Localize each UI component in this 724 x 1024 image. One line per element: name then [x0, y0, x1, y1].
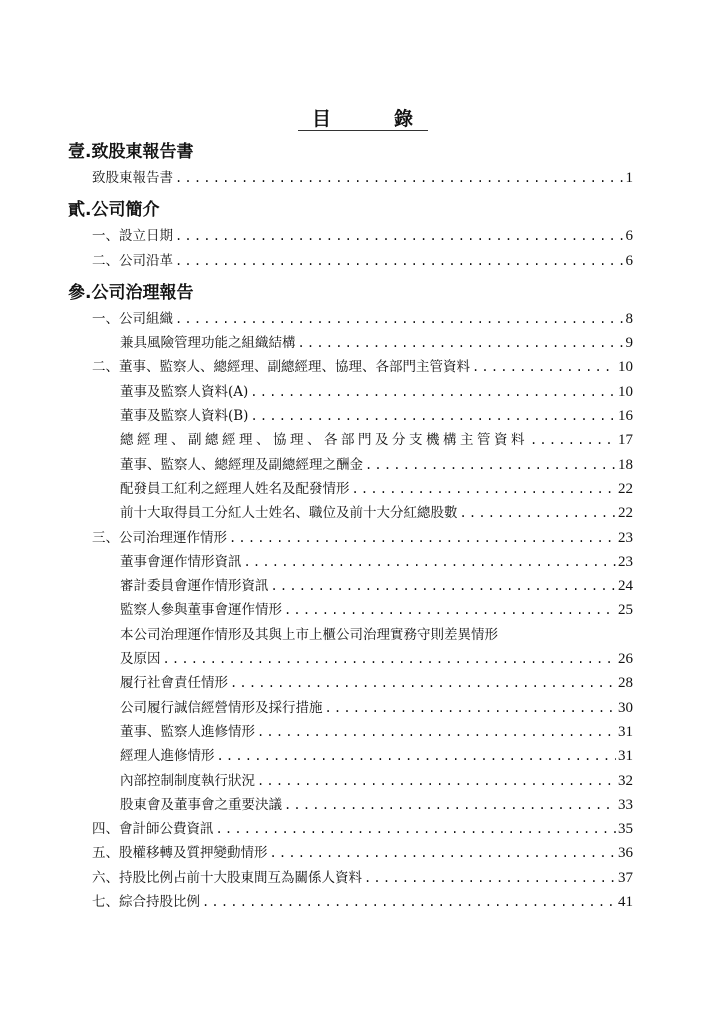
- toc-entry-label: 總經理、副總經理、協理、各部門及分支機構主管資料: [120, 432, 528, 449]
- dot-leader: [472, 355, 616, 379]
- toc-entry-label: 履行社會責任情形: [120, 675, 228, 692]
- toc-entry-label: 七、綜合持股比例: [92, 894, 200, 911]
- toc-page-number: 18: [618, 456, 633, 473]
- toc-entry-label: 內部控制制度執行狀況: [120, 772, 255, 789]
- toc-entry-label: 一、設立日期: [92, 228, 173, 245]
- toc-entry[interactable]: [68, 166, 633, 190]
- dot-leader: [175, 307, 624, 331]
- toc-entry[interactable]: [68, 404, 633, 428]
- dot-leader: [257, 720, 616, 744]
- dot-leader: [284, 793, 616, 817]
- dot-leader: [202, 890, 616, 914]
- toc-page-number: 23: [618, 553, 633, 570]
- toc-entry-label: 五、股權移轉及質押變動情形: [92, 845, 268, 862]
- dot-leader: [244, 550, 617, 574]
- toc-page-number: 16: [618, 408, 633, 425]
- toc-entry[interactable]: [68, 793, 633, 817]
- toc-entry-label: 董事及監察人資料(A): [120, 383, 249, 400]
- toc-entry[interactable]: [68, 574, 633, 598]
- dot-leader: [257, 769, 616, 793]
- toc-entry[interactable]: [68, 671, 633, 695]
- toc-entry-label: 致股東報告書: [92, 170, 173, 186]
- toc-entry[interactable]: [68, 890, 633, 914]
- toc-entry[interactable]: [68, 720, 633, 744]
- toc-entry[interactable]: [68, 841, 633, 865]
- table-of-contents: [68, 138, 633, 914]
- toc-entry-label: 前十大取得員工分紅人士姓名、職位及前十大分紅總股數: [120, 505, 458, 522]
- dot-leader: [216, 817, 617, 841]
- section-heading[interactable]: 壹.致股東報告書: [68, 142, 194, 162]
- dot-leader: [325, 696, 617, 720]
- toc-entry-label: 董事、監察人進修情形: [120, 723, 255, 740]
- dot-leader: [217, 744, 617, 768]
- toc-page-number: 22: [618, 505, 633, 522]
- toc-page-number: 30: [618, 699, 633, 716]
- toc-entry[interactable]: [68, 598, 633, 622]
- toc-entry[interactable]: [68, 526, 633, 550]
- toc-page-number: 32: [618, 772, 633, 789]
- dot-leader: [175, 224, 624, 248]
- dot-leader: [163, 647, 617, 671]
- toc-entry[interactable]: [68, 249, 633, 273]
- toc-page-number: 37: [618, 869, 633, 886]
- dot-leader: [250, 380, 616, 404]
- toc-page-number: 36: [618, 845, 633, 862]
- page-title: [298, 104, 428, 131]
- toc-page-number: 10: [618, 359, 633, 376]
- toc-entry-label: 董事及監察人資料(B): [120, 408, 249, 425]
- title-char-right: 錄: [394, 108, 414, 130]
- dot-leader: [229, 526, 616, 550]
- toc-entry[interactable]: [68, 623, 633, 647]
- toc-page-number: 22: [618, 480, 633, 497]
- dot-leader: [460, 501, 617, 525]
- toc-page-number: 31: [618, 723, 633, 740]
- toc-page-number: 33: [618, 796, 633, 813]
- dot-leader: [175, 249, 624, 273]
- dot-leader: [298, 331, 624, 355]
- toc-page-number: 28: [618, 675, 633, 692]
- toc-page-number: 17: [618, 432, 633, 449]
- toc-entry[interactable]: [68, 453, 633, 477]
- toc-page-number: 26: [618, 651, 633, 668]
- toc-entry-label: 及原因: [120, 651, 161, 668]
- toc-entry[interactable]: [68, 550, 633, 574]
- toc-entry-label: 審計委員會運作情形資訊: [120, 578, 269, 595]
- toc-page-number: 9: [625, 335, 633, 352]
- toc-page-number: 35: [618, 821, 633, 838]
- toc-entry[interactable]: [68, 477, 633, 501]
- dot-leader: [530, 428, 616, 452]
- toc-entry-label: 經理人進修情形: [120, 748, 215, 765]
- section-heading[interactable]: 貳.公司簡介: [68, 200, 160, 221]
- toc-entry[interactable]: [68, 355, 633, 379]
- toc-page-number: 24: [618, 578, 633, 595]
- toc-entry[interactable]: [68, 647, 633, 671]
- toc-entry-label: 董事會運作情形資訊: [120, 553, 242, 570]
- dot-leader: [364, 866, 616, 890]
- toc-entry[interactable]: [68, 769, 633, 793]
- toc-entry-label: 六、持股比例占前十大股東間互為關係人資料: [92, 869, 362, 886]
- dot-leader: [271, 574, 617, 598]
- toc-page-number: 10: [618, 383, 633, 400]
- toc-page-number: 6: [625, 252, 633, 269]
- toc-entry[interactable]: [68, 866, 633, 890]
- toc-entry-label: 董事、監察人、總經理及副總經理之酬金: [120, 456, 363, 473]
- toc-entry-label: 二、董事、監察人、總經理、副總經理、協理、各部門主管資料: [92, 359, 470, 376]
- toc-page-number: 6: [625, 228, 633, 245]
- toc-page-number: 41: [618, 894, 633, 911]
- toc-page-number: 23: [618, 529, 633, 546]
- dot-leader: [365, 453, 616, 477]
- toc-entry-label: 本公司治理運作情形及其與上市上櫃公司治理實務守則差異情形: [120, 626, 498, 643]
- toc-entry[interactable]: [68, 817, 633, 841]
- toc-entry-label: 二、公司沿革: [92, 252, 173, 269]
- section-heading[interactable]: 參.公司治理報告: [68, 282, 194, 303]
- toc-entry-label: 兼具風險管理功能之組織結構: [120, 335, 296, 352]
- title-char-left: 目: [312, 108, 332, 130]
- toc-entry-label: 股東會及董事會之重要決議: [120, 796, 282, 813]
- toc-entry-label: 三、公司治理運作情形: [92, 529, 227, 546]
- toc-entry[interactable]: [68, 380, 633, 404]
- dot-leader: [352, 477, 617, 501]
- toc-entry[interactable]: [68, 501, 633, 525]
- toc-entry-label: 一、公司組織: [92, 310, 173, 327]
- toc-page-number: 25: [618, 602, 633, 619]
- dot-leader: [250, 404, 616, 428]
- toc-entry[interactable]: [68, 224, 633, 248]
- dot-leader: [175, 166, 624, 190]
- toc-entry[interactable]: [68, 307, 633, 331]
- toc-entry-label: 四、會計師公費資訊: [92, 821, 214, 838]
- toc-entry[interactable]: [68, 696, 633, 720]
- toc-page-number: 8: [625, 310, 633, 327]
- toc-page-number: 31: [618, 748, 633, 765]
- toc-entry[interactable]: [68, 331, 633, 355]
- toc-entry-label: 公司履行誠信經營情形及採行措施: [120, 699, 323, 716]
- dot-leader: [284, 598, 616, 622]
- toc-entry[interactable]: [68, 744, 633, 768]
- toc-entry-label: 配發員工紅利之經理人姓名及配發情形: [120, 480, 350, 497]
- toc-entry-label: 監察人參與董事會運作情形: [120, 602, 282, 619]
- dot-leader: [230, 671, 616, 695]
- toc-page-number: 1: [625, 170, 633, 186]
- dot-leader: [270, 841, 617, 865]
- toc-entry[interactable]: [68, 428, 633, 452]
